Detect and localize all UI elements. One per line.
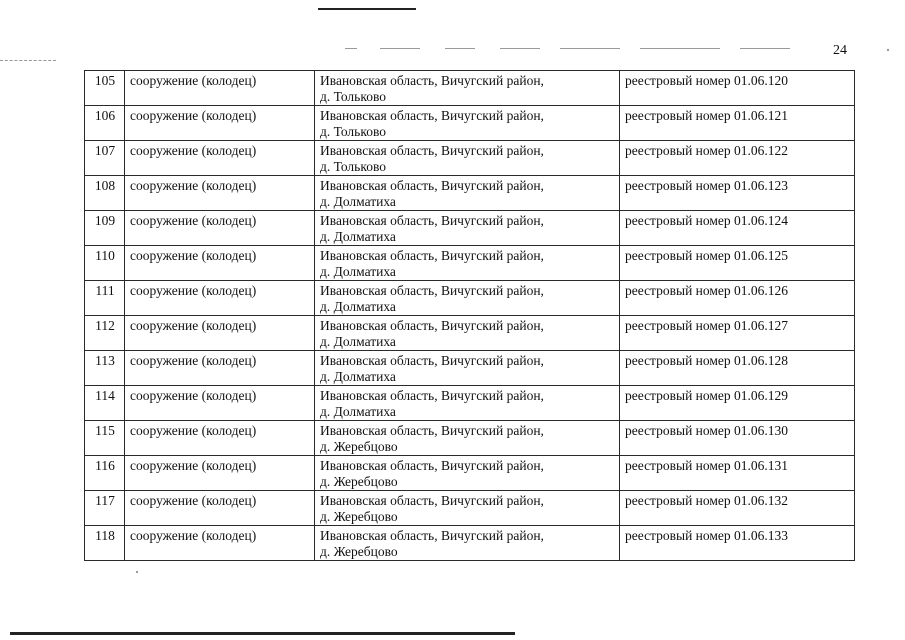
registry-number: реестровый номер 01.06.120 <box>620 71 855 106</box>
object-address <box>315 141 620 176</box>
registry-number: реестровый номер 01.06.127 <box>620 316 855 351</box>
address-line-2: д. Жеребцово <box>320 509 398 524</box>
table-row <box>85 281 855 316</box>
registry-table <box>84 70 855 561</box>
registry-number: реестровый номер 01.06.126 <box>620 281 855 316</box>
address-line-1: Ивановская область, Вичугский район, <box>320 178 544 193</box>
row-number: 113 <box>85 351 125 386</box>
registry-number: реестровый номер 01.06.121 <box>620 106 855 141</box>
address-line-1: Ивановская область, Вичугский район, <box>320 423 544 438</box>
address-line-2: д. Долматиха <box>320 264 396 279</box>
scan-artifact-dash <box>445 48 475 49</box>
object-type: сооружение (колодец) <box>125 491 315 526</box>
object-type: сооружение (колодец) <box>125 386 315 421</box>
registry-number: реестровый номер 01.06.123 <box>620 176 855 211</box>
registry-number: реестровый номер 01.06.125 <box>620 246 855 281</box>
table-row <box>85 141 855 176</box>
table-row <box>85 176 855 211</box>
object-address <box>315 351 620 386</box>
address-line-2: д. Долматиха <box>320 404 396 419</box>
scan-artifact-dash <box>560 48 620 49</box>
table-row <box>85 246 855 281</box>
address-line-1: Ивановская область, Вичугский район, <box>320 528 544 543</box>
row-number: 112 <box>85 316 125 351</box>
registry-number: реестровый номер 01.06.132 <box>620 491 855 526</box>
address-line-2: д. Тольково <box>320 89 386 104</box>
scan-artifact-left-dashes <box>0 60 56 62</box>
table-row <box>85 526 855 561</box>
object-address <box>315 176 620 211</box>
row-number: 110 <box>85 246 125 281</box>
page-number: 24 <box>833 43 847 58</box>
table-row <box>85 316 855 351</box>
object-type: сооружение (колодец) <box>125 176 315 211</box>
scan-artifact-dash <box>345 48 357 49</box>
address-line-2: д. Тольково <box>320 159 386 174</box>
table-row <box>85 386 855 421</box>
address-line-1: Ивановская область, Вичугский район, <box>320 248 544 263</box>
object-address <box>315 281 620 316</box>
scan-artifact-top-line <box>318 8 416 10</box>
address-line-2: д. Долматиха <box>320 299 396 314</box>
object-type: сооружение (колодец) <box>125 281 315 316</box>
object-address <box>315 491 620 526</box>
row-number: 107 <box>85 141 125 176</box>
address-line-1: Ивановская область, Вичугский район, <box>320 73 544 88</box>
object-type: сооружение (колодец) <box>125 316 315 351</box>
registry-number: реестровый номер 01.06.124 <box>620 211 855 246</box>
object-address <box>315 106 620 141</box>
row-number: 114 <box>85 386 125 421</box>
object-type: сооружение (колодец) <box>125 421 315 456</box>
row-number: 115 <box>85 421 125 456</box>
registry-number: реестровый номер 01.06.130 <box>620 421 855 456</box>
table-row <box>85 71 855 106</box>
row-number: 117 <box>85 491 125 526</box>
table-row <box>85 421 855 456</box>
address-line-1: Ивановская область, Вичугский район, <box>320 353 544 368</box>
object-type: сооружение (колодец) <box>125 351 315 386</box>
table-row <box>85 456 855 491</box>
address-line-1: Ивановская область, Вичугский район, <box>320 283 544 298</box>
address-line-2: д. Долматиха <box>320 229 396 244</box>
row-number: 111 <box>85 281 125 316</box>
address-line-2: д. Тольково <box>320 124 386 139</box>
object-address <box>315 246 620 281</box>
object-type: сооружение (колодец) <box>125 211 315 246</box>
object-address <box>315 421 620 456</box>
address-line-2: д. Долматиха <box>320 369 396 384</box>
address-line-2: д. Жеребцово <box>320 439 398 454</box>
object-address <box>315 456 620 491</box>
scan-artifact-dash <box>380 48 420 49</box>
registry-number: реестровый номер 01.06.133 <box>620 526 855 561</box>
address-line-2: д. Долматиха <box>320 194 396 209</box>
object-type: сооружение (колодец) <box>125 106 315 141</box>
address-line-1: Ивановская область, Вичугский район, <box>320 458 544 473</box>
table-row <box>85 211 855 246</box>
scan-artifact-dash <box>640 48 720 49</box>
object-address <box>315 316 620 351</box>
row-number: 116 <box>85 456 125 491</box>
address-line-2: д. Долматиха <box>320 334 396 349</box>
address-line-1: Ивановская область, Вичугский район, <box>320 213 544 228</box>
object-address <box>315 211 620 246</box>
address-line-1: Ивановская область, Вичугский район, <box>320 108 544 123</box>
row-number: 106 <box>85 106 125 141</box>
address-line-2: д. Жеребцово <box>320 474 398 489</box>
registry-number: реестровый номер 01.06.129 <box>620 386 855 421</box>
row-number: 105 <box>85 71 125 106</box>
table-row <box>85 106 855 141</box>
registry-number: реестровый номер 01.06.131 <box>620 456 855 491</box>
object-address <box>315 71 620 106</box>
object-type: сооружение (колодец) <box>125 526 315 561</box>
row-number: 118 <box>85 526 125 561</box>
row-number: 108 <box>85 176 125 211</box>
object-address <box>315 386 620 421</box>
row-number: 109 <box>85 211 125 246</box>
table-row <box>85 491 855 526</box>
address-line-1: Ивановская область, Вичугский район, <box>320 318 544 333</box>
address-line-2: д. Жеребцово <box>320 544 398 559</box>
scan-artifact-bottom-line <box>10 632 515 635</box>
object-type: сооружение (колодец) <box>125 456 315 491</box>
address-line-1: Ивановская область, Вичугский район, <box>320 493 544 508</box>
scan-artifact-dash <box>740 48 790 49</box>
object-type: сооружение (колодец) <box>125 141 315 176</box>
registry-number: реестровый номер 01.06.122 <box>620 141 855 176</box>
registry-table-body <box>85 71 855 561</box>
scan-artifact-dot <box>136 571 138 573</box>
object-type: сооружение (колодец) <box>125 246 315 281</box>
object-address <box>315 526 620 561</box>
scan-artifact-dot <box>887 49 889 51</box>
registry-number: реестровый номер 01.06.128 <box>620 351 855 386</box>
table-row <box>85 351 855 386</box>
object-type: сооружение (колодец) <box>125 71 315 106</box>
address-line-1: Ивановская область, Вичугский район, <box>320 388 544 403</box>
address-line-1: Ивановская область, Вичугский район, <box>320 143 544 158</box>
scan-artifact-dash <box>500 48 540 49</box>
